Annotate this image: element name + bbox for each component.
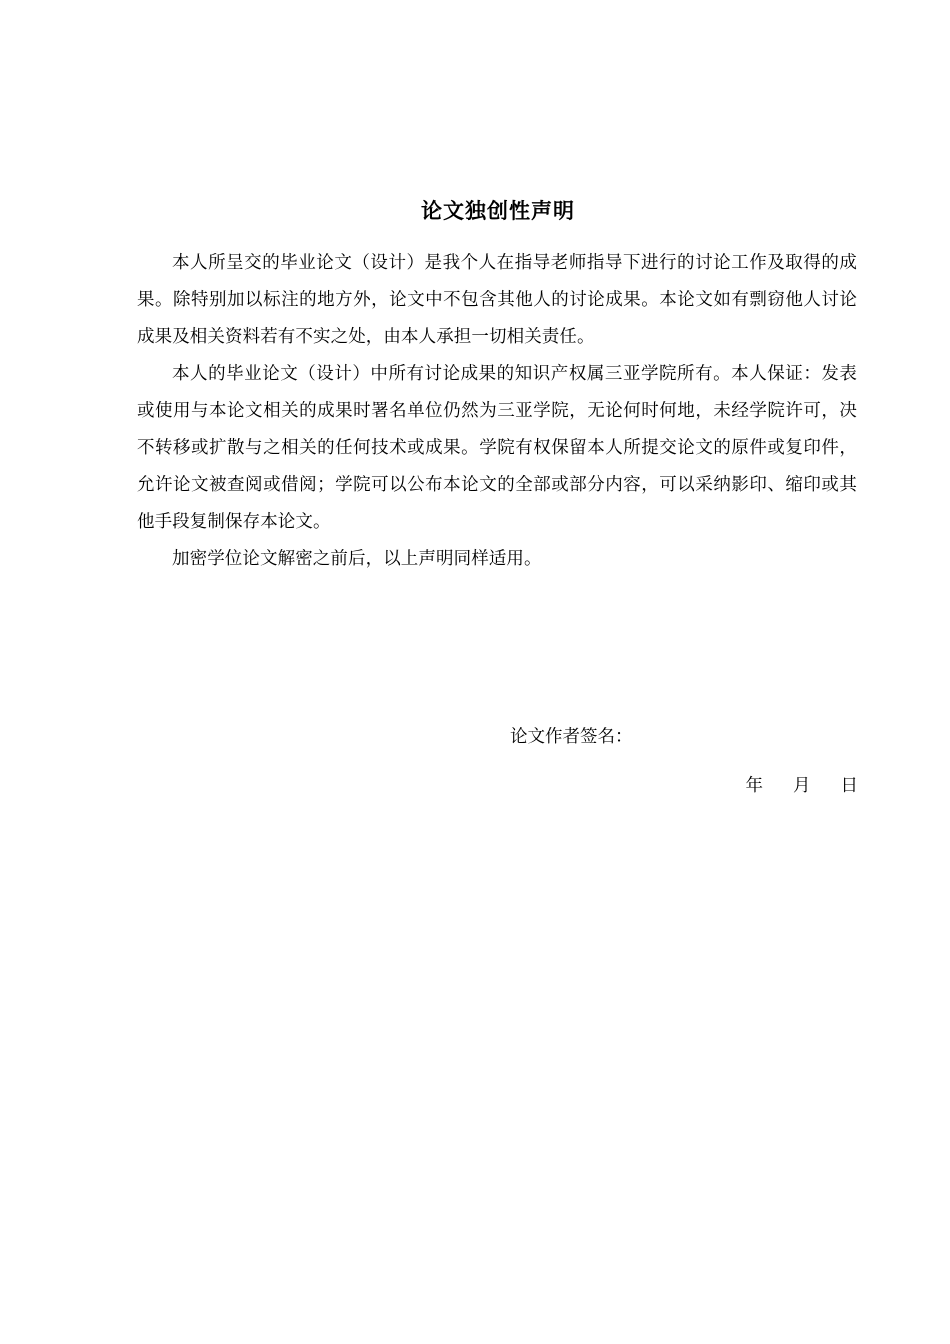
date-day-label: 日 bbox=[840, 776, 858, 796]
signature-date bbox=[746, 771, 859, 801]
paragraph-confidential: 加密学位论文解密之前后，以上声明同样适用。 bbox=[172, 549, 542, 569]
signature-label: 论文作者签名： bbox=[510, 727, 633, 747]
signature-blank bbox=[633, 741, 813, 742]
date-year-label: 年 bbox=[745, 776, 763, 796]
date-month-label: 月 bbox=[793, 776, 811, 796]
paragraph-copyright: 本人的毕业论文（设计）中所有讨论成果的知识产权属三亚学院所有。本人保证：发表或使用与本论文相关的成果时署名单位仍然为三亚学院，无论何时何地，未经学院许可，决不转移或扩散与之相关的任何技术或成果。学院有权保留本人所提交论文的原件或复印件，允许论文被查阅或借阅；学院可以公布本论文的全部或部分内容，可以采纳影印、缩印或其他手段复制保存本论文。 bbox=[137, 364, 857, 532]
declaration-body bbox=[137, 245, 857, 578]
author-signature bbox=[510, 722, 813, 752]
paragraph-originality: 本人所呈交的毕业论文（设计）是我个人在指导老师指导下进行的讨论工作及取得的成果。除特别加以标注的地方外，论文中不包含其他人的讨论成果。本论文如有剽窃他人讨论成果及相关资料若有不实之处，由本人承担一切相关责任。 bbox=[137, 253, 857, 347]
page-title: 论文独创性声明 bbox=[421, 199, 575, 223]
